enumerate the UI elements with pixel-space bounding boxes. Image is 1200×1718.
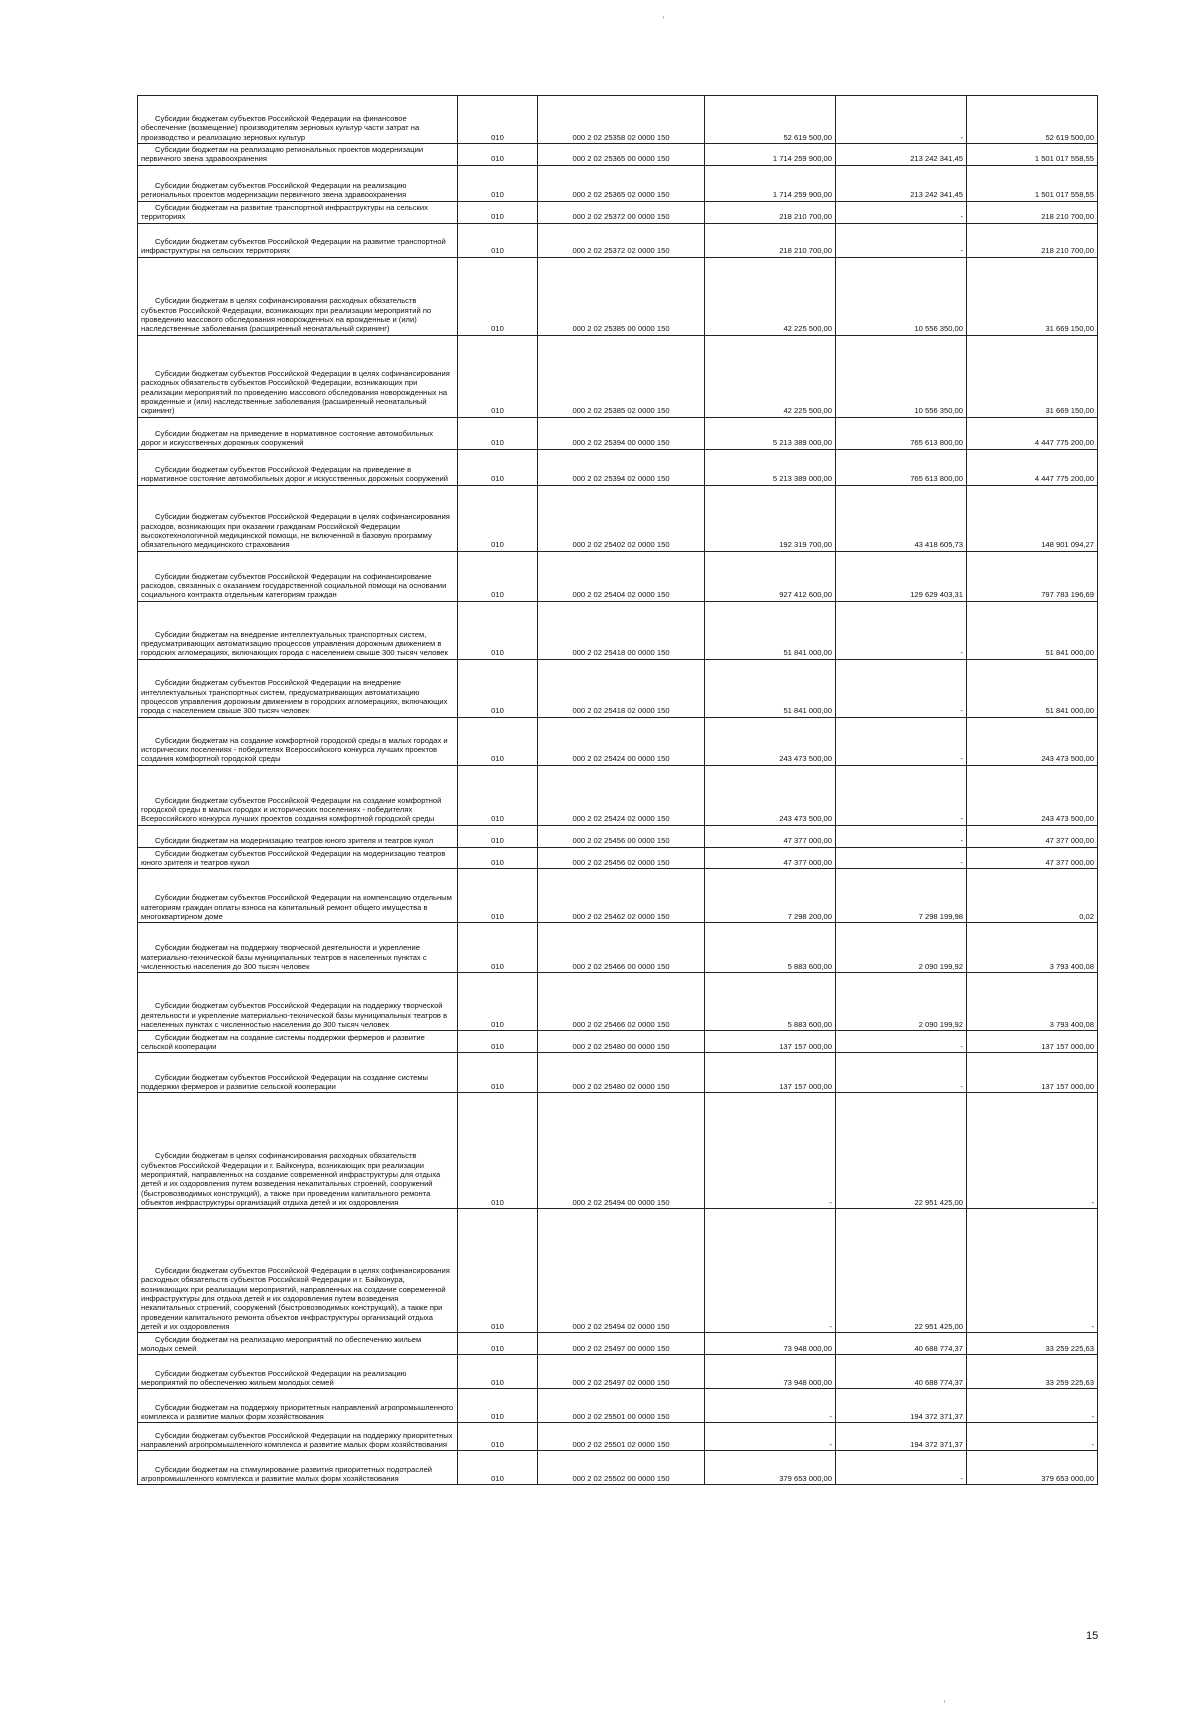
row-name-text: Субсидии бюджетам субъектов Российской Федерации на модернизацию театров юного зрителя и театров кукол (141, 848, 446, 867)
row-name-text: Субсидии бюджетам на модернизацию театров юного зрителя и театров кукол (155, 836, 434, 846)
row-code-cell: 010 (458, 1093, 538, 1209)
row-exec-cell: - (836, 1053, 967, 1093)
row-exec-cell: - (836, 1031, 967, 1053)
row-exec-cell: 2 090 199,92 (836, 923, 967, 973)
row-exec-cell: 43 418 605,73 (836, 485, 967, 551)
table-body (138, 96, 1098, 1485)
row-rest-cell: 218 210 700,00 (967, 223, 1098, 257)
row-name-text: Субсидии бюджетам субъектов Российской Федерации на создание комфортной городской среды в малых городах и исторических поселениях - победителях Всероссийского конкурса лучших проектов создания комфортной городской среды (141, 795, 442, 824)
row-kbk-cell: 000 2 02 25501 00 0000 150 (538, 1389, 705, 1423)
table-row (138, 1389, 1098, 1423)
row-code-cell: 010 (458, 1209, 538, 1333)
row-rest-cell: 51 841 000,00 (967, 659, 1098, 717)
row-code-cell: 010 (458, 257, 538, 335)
row-kbk-cell: 000 2 02 25494 02 0000 150 (538, 1209, 705, 1333)
row-plan-cell: 7 298 200,00 (705, 869, 836, 923)
row-plan-cell: 218 210 700,00 (705, 201, 836, 223)
row-kbk-cell: 000 2 02 25456 00 0000 150 (538, 825, 705, 847)
row-name-text: Субсидии бюджетам субъектов Российской Федерации на компенсацию отдельным категориям граждан оплаты взноса на капитальный ремонт общего имущества в многоквартирном доме (141, 893, 452, 921)
row-name-cell (138, 1031, 458, 1053)
row-name-cell (138, 417, 458, 449)
row-code-cell: 010 (458, 165, 538, 201)
scan-speck (663, 16, 664, 19)
row-rest-cell: 33 259 225,63 (967, 1333, 1098, 1355)
row-exec-cell: 213 242 341,45 (836, 165, 967, 201)
row-kbk-cell: 000 2 02 25502 00 0000 150 (538, 1451, 705, 1485)
row-exec-cell: 765 613 800,00 (836, 417, 967, 449)
row-code-cell: 010 (458, 825, 538, 847)
scan-speck (944, 1700, 945, 1703)
row-code-cell: 010 (458, 847, 538, 869)
row-name-cell (138, 1209, 458, 1333)
row-rest-cell: 47 377 000,00 (967, 847, 1098, 869)
row-code-cell: 010 (458, 1451, 538, 1485)
table-row (138, 96, 1098, 144)
table-row (138, 659, 1098, 717)
row-name-text: Субсидии бюджетам субъектов Российской Федерации на поддержку приоритетных направлений агропромышленного комплекса и развитие малых форм хозяйствования (141, 1430, 453, 1449)
row-plan-cell: 1 714 259 900,00 (705, 165, 836, 201)
row-name-cell (138, 1355, 458, 1389)
row-name-text: Субсидии бюджетам на стимулирование развития приоритетных подотраслей агропромышленного комплекса и развитие малых форм хозяйствования (141, 1464, 433, 1483)
row-exec-cell: 40 688 774,37 (836, 1333, 967, 1355)
row-exec-cell: - (836, 765, 967, 825)
row-kbk-cell: 000 2 02 25418 02 0000 150 (538, 659, 705, 717)
row-code-cell: 010 (458, 144, 538, 166)
row-plan-cell: - (705, 1423, 836, 1451)
row-name-cell (138, 165, 458, 201)
row-rest-cell: 379 653 000,00 (967, 1451, 1098, 1485)
row-code-cell: 010 (458, 417, 538, 449)
table-row (138, 973, 1098, 1031)
row-plan-cell: 243 473 500,00 (705, 765, 836, 825)
row-code-cell: 010 (458, 1423, 538, 1451)
row-name-cell (138, 923, 458, 973)
table-row (138, 847, 1098, 869)
row-kbk-cell: 000 2 02 25385 02 0000 150 (538, 335, 705, 417)
table-row (138, 144, 1098, 166)
table-row (138, 257, 1098, 335)
row-exec-cell: - (836, 659, 967, 717)
row-name-text: Субсидии бюджетам субъектов Российской Федерации на приведение в нормативное состояние автомобильных дорог и искусственных дорожных сооружений (141, 465, 448, 484)
row-code-cell: 010 (458, 923, 538, 973)
row-kbk-cell: 000 2 02 25418 00 0000 150 (538, 601, 705, 659)
row-exec-cell: - (836, 1451, 967, 1485)
table-row (138, 717, 1098, 765)
row-code-cell: 010 (458, 973, 538, 1031)
row-rest-cell: 797 783 196,69 (967, 551, 1098, 601)
row-plan-cell: 5 213 389 000,00 (705, 417, 836, 449)
row-name-cell (138, 551, 458, 601)
row-exec-cell: 2 090 199,92 (836, 973, 967, 1031)
row-exec-cell: - (836, 96, 967, 144)
row-name-text: Субсидии бюджетам на реализацию региональных проектов модернизации первичного звена здравоохранения (141, 145, 424, 164)
table-row (138, 1209, 1098, 1333)
row-name-cell (138, 717, 458, 765)
row-rest-cell: 148 901 094,27 (967, 485, 1098, 551)
row-plan-cell: 379 653 000,00 (705, 1451, 836, 1485)
row-plan-cell: 192 319 700,00 (705, 485, 836, 551)
row-plan-cell: - (705, 1093, 836, 1209)
row-plan-cell: 1 714 259 900,00 (705, 144, 836, 166)
row-plan-cell: 42 225 500,00 (705, 257, 836, 335)
row-plan-cell: - (705, 1389, 836, 1423)
row-rest-cell: - (967, 1209, 1098, 1333)
row-rest-cell: 4 447 775 200,00 (967, 417, 1098, 449)
row-name-text: Субсидии бюджетам на внедрение интеллектуальных транспортных систем, предусматривающих автоматизацию процессов управления дорожным движением в городских агломерациях, включающих города с населением свыше 300 тысяч человек (141, 629, 448, 658)
row-name-text: Субсидии бюджетам в целях софинансирования расходных обязательств субъектов Российской Федерации, возникающих при реализации мероприятий по проведению массового обследования новорожденных на врожденные и (или) наследственные заболевания (расширенный неонатальный скрининг) (141, 296, 432, 334)
row-name-cell (138, 825, 458, 847)
row-kbk-cell: 000 2 02 25365 00 0000 150 (538, 144, 705, 166)
row-exec-cell: - (836, 201, 967, 223)
row-kbk-cell: 000 2 02 25372 00 0000 150 (538, 201, 705, 223)
row-code-cell: 010 (458, 601, 538, 659)
row-name-cell (138, 257, 458, 335)
row-code-cell: 010 (458, 1053, 538, 1093)
row-exec-cell: 194 372 371,37 (836, 1389, 967, 1423)
table-row (138, 223, 1098, 257)
row-name-text: Субсидии бюджетам субъектов Российской Федерации в целях софинансирования расходных обязательств субъектов Российской Федерации и г. Байконура, возникающих при реализации мероприятий, направленных на создание современной инфраструктуры для отдыха детей и их оздоровления путем возведения некапитальных строений, сооружений (быстровозводимых конструкций), а также при проведении капитального ремонта объектов инфраструктуры организаций отдыха детей и их оздоровления (141, 1266, 450, 1331)
row-rest-cell: 3 793 400,08 (967, 923, 1098, 973)
row-name-text: Субсидии бюджетам на поддержку творческой деятельности и укрепление материально-технической базы муниципальных театров в населенных пунктах с численностью населения до 300 тысяч человек (141, 943, 427, 971)
row-kbk-cell: 000 2 02 25466 02 0000 150 (538, 973, 705, 1031)
row-name-cell (138, 1053, 458, 1093)
table-row (138, 1355, 1098, 1389)
table-row (138, 1093, 1098, 1209)
table-row (138, 335, 1098, 417)
row-name-cell (138, 1389, 458, 1423)
row-exec-cell: 22 951 425,00 (836, 1093, 967, 1209)
row-kbk-cell: 000 2 02 25462 02 0000 150 (538, 869, 705, 923)
row-code-cell: 010 (458, 869, 538, 923)
row-exec-cell: 765 613 800,00 (836, 449, 967, 485)
row-plan-cell: 73 948 000,00 (705, 1355, 836, 1389)
row-exec-cell: 10 556 350,00 (836, 335, 967, 417)
row-kbk-cell: 000 2 02 25497 00 0000 150 (538, 1333, 705, 1355)
row-rest-cell: 31 669 150,00 (967, 335, 1098, 417)
row-exec-cell: 129 629 403,31 (836, 551, 967, 601)
row-kbk-cell: 000 2 02 25402 02 0000 150 (538, 485, 705, 551)
row-kbk-cell: 000 2 02 25404 02 0000 150 (538, 551, 705, 601)
row-plan-cell: 5 213 389 000,00 (705, 449, 836, 485)
row-plan-cell: 51 841 000,00 (705, 601, 836, 659)
page-number: 15 (1086, 1630, 1099, 1642)
row-rest-cell: 243 473 500,00 (967, 717, 1098, 765)
row-rest-cell: 1 501 017 558,55 (967, 144, 1098, 166)
row-rest-cell: 51 841 000,00 (967, 601, 1098, 659)
table-row (138, 1423, 1098, 1451)
row-plan-cell: 218 210 700,00 (705, 223, 836, 257)
row-name-text: Субсидии бюджетам субъектов Российской Федерации на создание системы поддержки фермеров и развитие сельской кооперации (141, 1072, 429, 1091)
row-name-text: Субсидии бюджетам субъектов Российской Федерации в целях софинансирования расходных обязательств субъектов Российской Федерации, возникающих при реализации мероприятий по проведению массового обследования новорожденных на врожденные и (или) наследственные заболевания (расширенный неонатальный скрининг) (141, 369, 450, 416)
row-code-cell: 010 (458, 659, 538, 717)
row-name-text: Субсидии бюджетам субъектов Российской Федерации на софинансирование расходов, связанных с оказанием государственной социальной помощи на основании социального контракта отдельным категориям граждан (141, 571, 447, 600)
row-rest-cell: - (967, 1423, 1098, 1451)
row-exec-cell: 40 688 774,37 (836, 1355, 967, 1389)
row-name-cell (138, 973, 458, 1031)
row-plan-cell: 42 225 500,00 (705, 335, 836, 417)
row-name-cell (138, 601, 458, 659)
row-rest-cell: 4 447 775 200,00 (967, 449, 1098, 485)
row-name-cell (138, 335, 458, 417)
row-rest-cell: - (967, 1389, 1098, 1423)
row-name-text: Субсидии бюджетам на развитие транспортной инфраструктуры на сельских территориях (141, 203, 428, 222)
row-exec-cell: - (836, 717, 967, 765)
row-name-cell (138, 201, 458, 223)
row-code-cell: 010 (458, 1333, 538, 1355)
row-name-cell (138, 96, 458, 144)
table-row (138, 825, 1098, 847)
row-name-text: Субсидии бюджетам на создание комфортной городской среды в малых городах и исторических поселениях - победителях Всероссийского конкурса лучших проектов создания комфортной городской среды (141, 735, 448, 764)
table-row (138, 165, 1098, 201)
row-name-text: Субсидии бюджетам на создание системы поддержки фермеров и развитие сельской кооперации (141, 1032, 425, 1051)
row-name-cell (138, 223, 458, 257)
row-rest-cell: 3 793 400,08 (967, 973, 1098, 1031)
row-exec-cell: 194 372 371,37 (836, 1423, 967, 1451)
row-plan-cell: 137 157 000,00 (705, 1053, 836, 1093)
row-rest-cell: 137 157 000,00 (967, 1031, 1098, 1053)
row-plan-cell: 47 377 000,00 (705, 847, 836, 869)
row-rest-cell: 52 619 500,00 (967, 96, 1098, 144)
row-rest-cell: - (967, 1093, 1098, 1209)
row-code-cell: 010 (458, 223, 538, 257)
row-rest-cell: 31 669 150,00 (967, 257, 1098, 335)
row-name-cell (138, 144, 458, 166)
row-exec-cell: - (836, 847, 967, 869)
row-code-cell: 010 (458, 201, 538, 223)
row-name-cell (138, 449, 458, 485)
row-name-text: Субсидии бюджетам на приведение в нормативное состояние автомобильных дорог и искусственных дорожных сооружений (141, 429, 434, 448)
row-name-cell (138, 1451, 458, 1485)
row-rest-cell: 218 210 700,00 (967, 201, 1098, 223)
row-kbk-cell: 000 2 02 25385 00 0000 150 (538, 257, 705, 335)
row-name-text: Субсидии бюджетам на поддержку приоритетных направлений агропромышленного комплекса и развитие малых форм хозяйствования (141, 1402, 454, 1421)
row-code-cell: 010 (458, 717, 538, 765)
table-row (138, 869, 1098, 923)
row-exec-cell: - (836, 825, 967, 847)
row-code-cell: 010 (458, 551, 538, 601)
table-row (138, 449, 1098, 485)
row-name-cell (138, 659, 458, 717)
table-row (138, 551, 1098, 601)
table-row (138, 765, 1098, 825)
table-row (138, 1451, 1098, 1485)
row-rest-cell: 47 377 000,00 (967, 825, 1098, 847)
budget-execution-table (137, 95, 1098, 1485)
row-exec-cell: 22 951 425,00 (836, 1209, 967, 1333)
row-code-cell: 010 (458, 96, 538, 144)
row-kbk-cell: 000 2 02 25497 02 0000 150 (538, 1355, 705, 1389)
row-kbk-cell: 000 2 02 25372 02 0000 150 (538, 223, 705, 257)
row-kbk-cell: 000 2 02 25480 00 0000 150 (538, 1031, 705, 1053)
row-plan-cell: 927 412 600,00 (705, 551, 836, 601)
row-name-cell (138, 765, 458, 825)
row-kbk-cell: 000 2 02 25494 00 0000 150 (538, 1093, 705, 1209)
row-rest-cell: 0,02 (967, 869, 1098, 923)
row-kbk-cell: 000 2 02 25424 00 0000 150 (538, 717, 705, 765)
table-row (138, 485, 1098, 551)
row-plan-cell: 5 883 600,00 (705, 923, 836, 973)
row-kbk-cell: 000 2 02 25394 02 0000 150 (538, 449, 705, 485)
row-name-text: Субсидии бюджетам субъектов Российской Федерации на реализацию региональных проектов модернизации первичного звена здравоохранения (141, 181, 407, 200)
row-kbk-cell: 000 2 02 25358 02 0000 150 (538, 96, 705, 144)
row-name-text: Субсидии бюджетам в целях софинансирования расходных обязательств субъектов Российской Федерации и г. Байконура, возникающих при реализации мероприятий, направленных на создание современной инфраструктуры для отдыха детей и их оздоровления путем возведения некапитальных строений, сооружений (быстровозводимых конструкций), а также при проведении капитального ремонта объектов инфраструктуры организаций отдыха детей и их оздоровления (141, 1151, 441, 1207)
row-kbk-cell: 000 2 02 25466 00 0000 150 (538, 923, 705, 973)
row-name-cell (138, 869, 458, 923)
row-kbk-cell: 000 2 02 25456 02 0000 150 (538, 847, 705, 869)
row-rest-cell: 33 259 225,63 (967, 1355, 1098, 1389)
table-row (138, 1053, 1098, 1093)
row-name-text: Субсидии бюджетам субъектов Российской Федерации в целях софинансирования расходов, возникающих при оказании гражданам Российской Федерации высокотехнологичной медицинской помощи, не включенной в базовую программу обязательного медицинского страхования (141, 512, 450, 550)
row-plan-cell: 51 841 000,00 (705, 659, 836, 717)
row-name-cell (138, 1333, 458, 1355)
row-code-cell: 010 (458, 765, 538, 825)
row-plan-cell: 5 883 600,00 (705, 973, 836, 1031)
row-kbk-cell: 000 2 02 25365 02 0000 150 (538, 165, 705, 201)
row-exec-cell: - (836, 223, 967, 257)
row-name-text: Субсидии бюджетам субъектов Российской Федерации на поддержку творческой деятельности и укрепление материально-технической базы муниципальных театров в населенных пунктах с численностью населения до 300 тысяч человек (141, 1001, 448, 1029)
row-kbk-cell: 000 2 02 25394 00 0000 150 (538, 417, 705, 449)
table-row (138, 1031, 1098, 1053)
row-code-cell: 010 (458, 1031, 538, 1053)
row-kbk-cell: 000 2 02 25480 02 0000 150 (538, 1053, 705, 1093)
row-exec-cell: 213 242 341,45 (836, 144, 967, 166)
row-plan-cell: 137 157 000,00 (705, 1031, 836, 1053)
row-code-cell: 010 (458, 1389, 538, 1423)
table-row (138, 601, 1098, 659)
row-rest-cell: 243 473 500,00 (967, 765, 1098, 825)
row-name-cell (138, 847, 458, 869)
row-exec-cell: 7 298 199,98 (836, 869, 967, 923)
row-code-cell: 010 (458, 335, 538, 417)
row-name-text: Субсидии бюджетам субъектов Российской Федерации на развитие транспортной инфраструктуры на сельских территориях (141, 237, 446, 256)
row-plan-cell: 47 377 000,00 (705, 825, 836, 847)
row-name-text: Субсидии бюджетам субъектов Российской Федерации на финансовое обеспечение (возмещение) производителям зерновых культур части затрат на производство и реализацию зерновых культур (141, 114, 420, 142)
row-code-cell: 010 (458, 1355, 538, 1389)
row-plan-cell: 73 948 000,00 (705, 1333, 836, 1355)
table-row (138, 417, 1098, 449)
row-plan-cell: 52 619 500,00 (705, 96, 836, 144)
row-exec-cell: - (836, 601, 967, 659)
row-name-text: Субсидии бюджетам субъектов Российской Федерации на реализацию мероприятий по обеспечению жильем молодых семей (141, 1368, 407, 1387)
row-kbk-cell: 000 2 02 25501 02 0000 150 (538, 1423, 705, 1451)
row-code-cell: 010 (458, 485, 538, 551)
row-name-cell (138, 485, 458, 551)
row-plan-cell: - (705, 1209, 836, 1333)
row-name-cell (138, 1093, 458, 1209)
row-exec-cell: 10 556 350,00 (836, 257, 967, 335)
row-name-text: Субсидии бюджетам субъектов Российской Федерации на внедрение интеллектуальных транспортных систем, предусматривающих автоматизацию процессов управления дорожным движением в городских агломерациях, включающих города с населением свыше 300 тысяч человек (141, 678, 448, 716)
row-plan-cell: 243 473 500,00 (705, 717, 836, 765)
row-rest-cell: 137 157 000,00 (967, 1053, 1098, 1093)
row-name-cell (138, 1423, 458, 1451)
table-row (138, 201, 1098, 223)
row-code-cell: 010 (458, 449, 538, 485)
table-row (138, 923, 1098, 973)
row-name-text: Субсидии бюджетам на реализацию мероприятий по обеспечению жильем молодых семей (141, 1334, 422, 1353)
row-rest-cell: 1 501 017 558,55 (967, 165, 1098, 201)
row-kbk-cell: 000 2 02 25424 02 0000 150 (538, 765, 705, 825)
table-row (138, 1333, 1098, 1355)
